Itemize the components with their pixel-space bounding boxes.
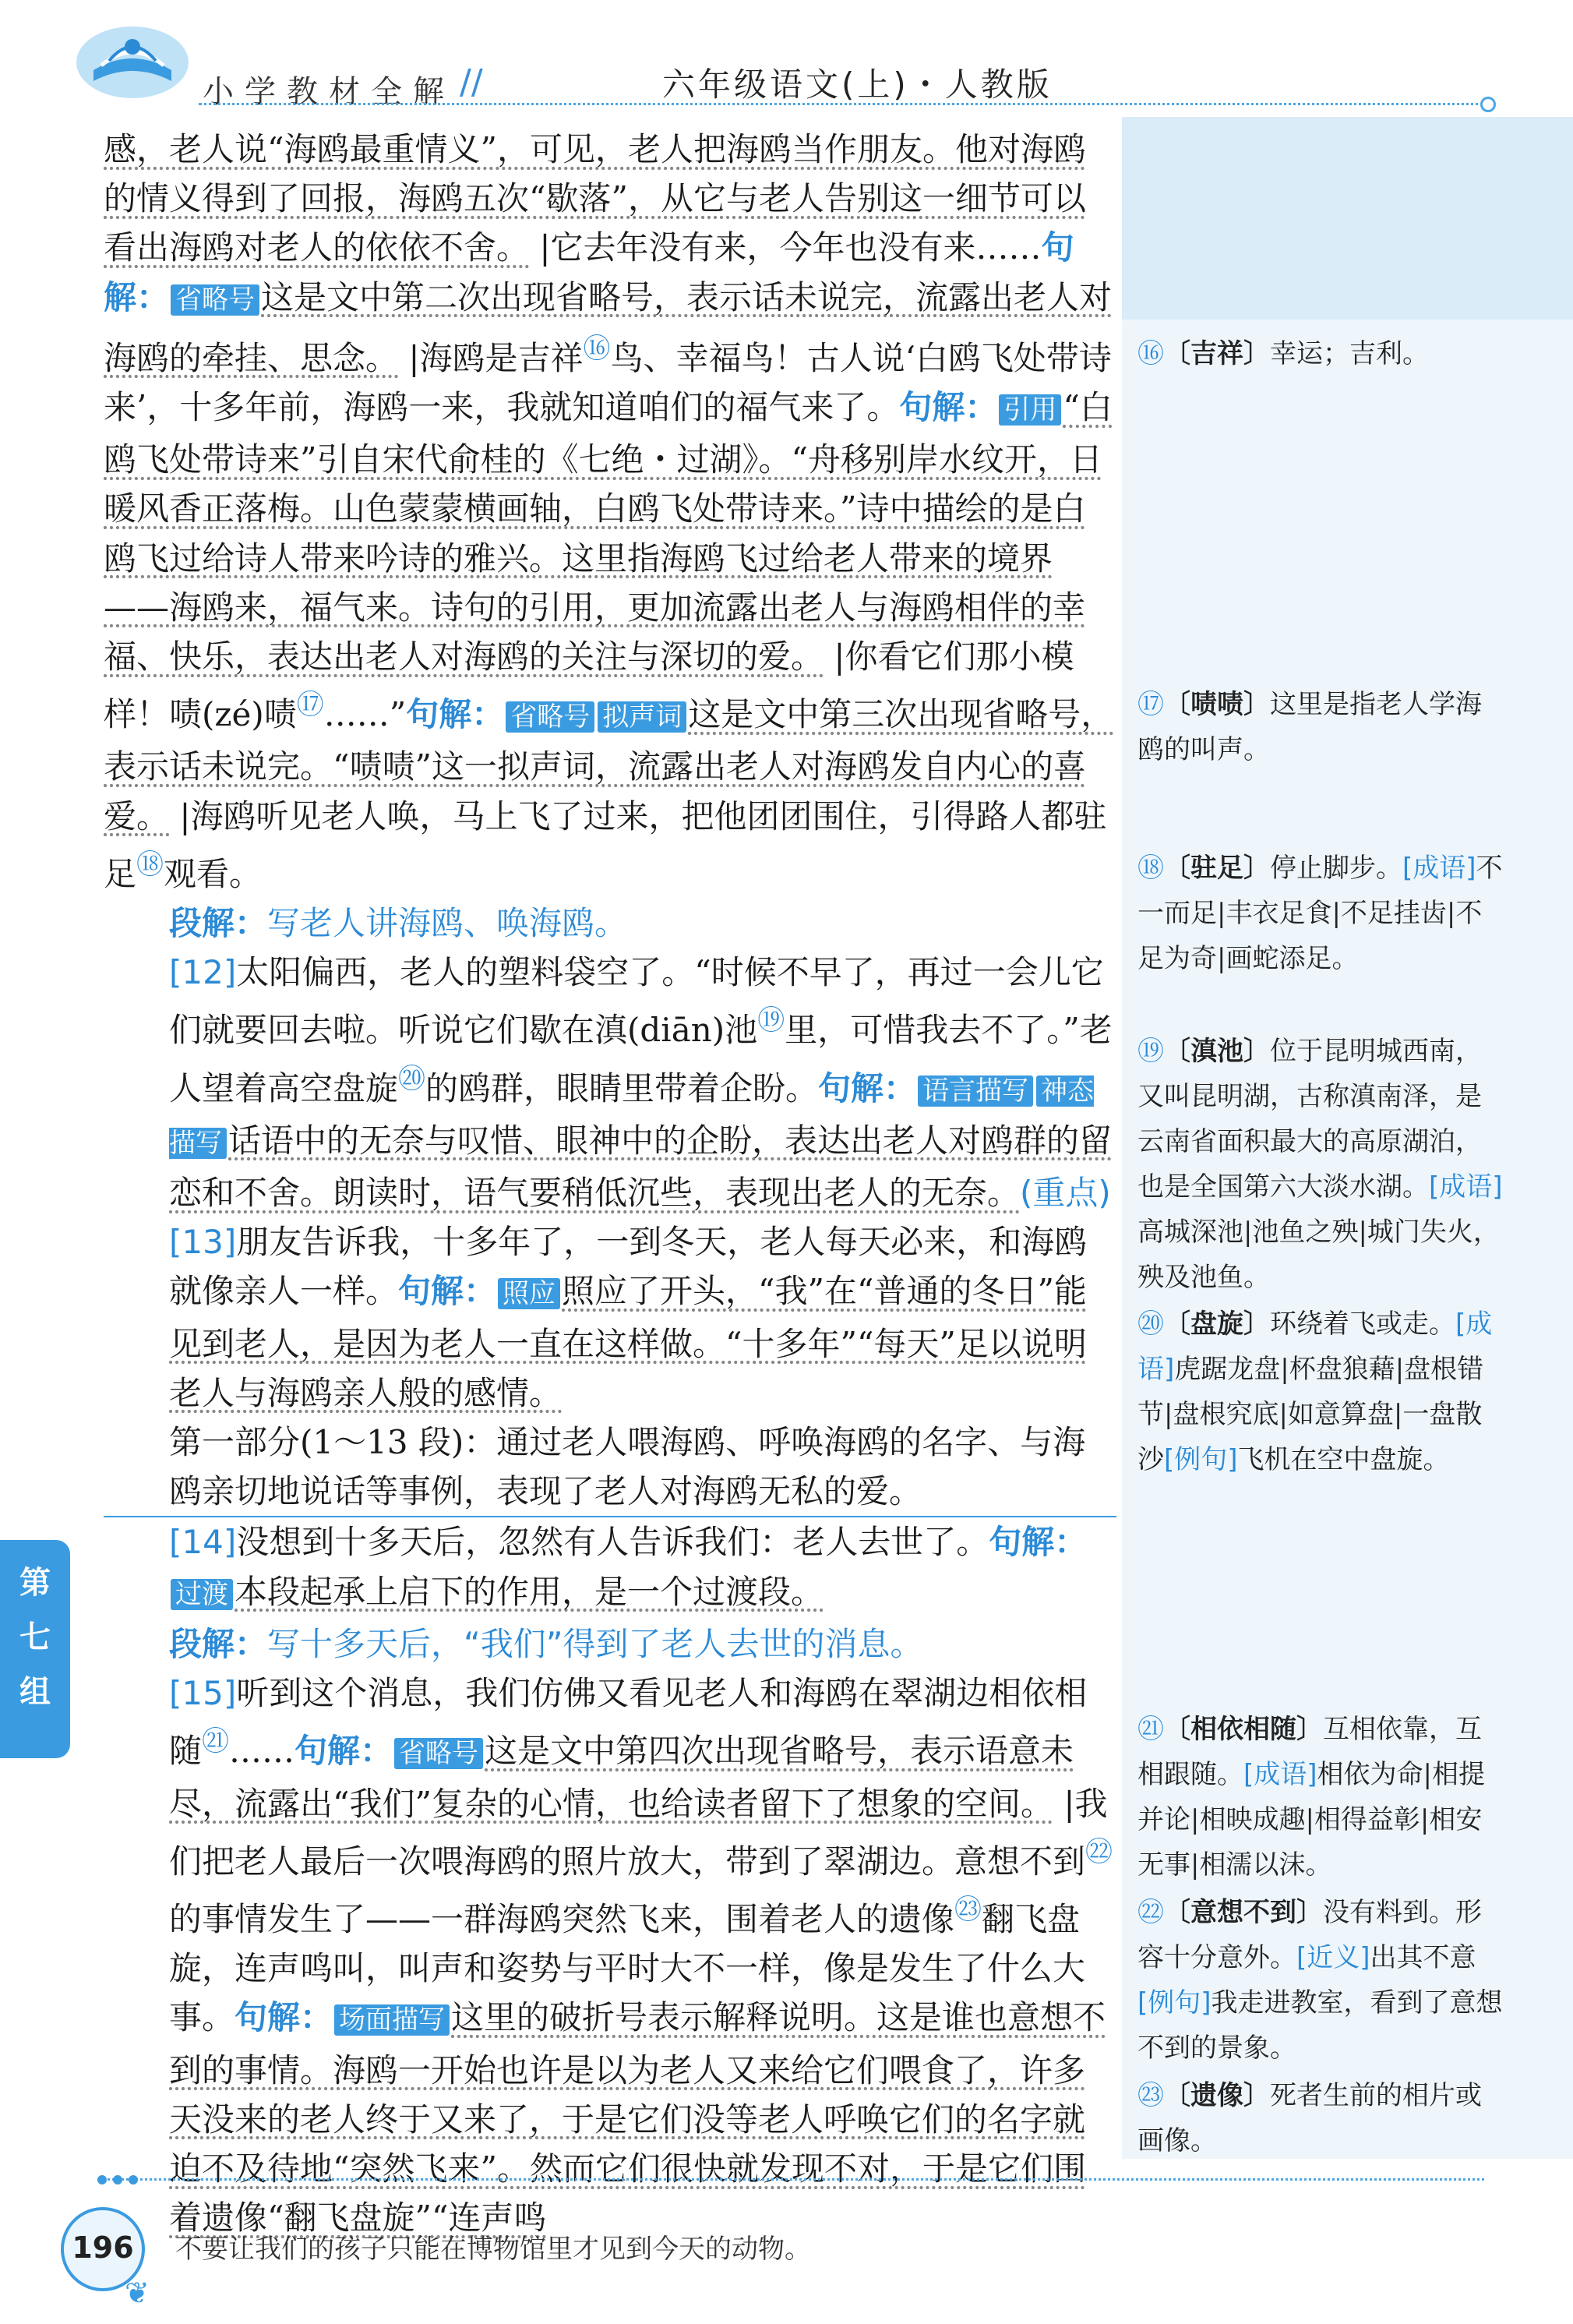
series-title: 小学教材全解 [203,74,455,110]
note-17 [1137,682,1504,772]
series-divider: // [460,62,483,102]
paragraph-summary-11 [104,899,1116,948]
paragraph-number: [13] [169,1223,237,1262]
page-number: 196 [61,2207,145,2291]
story-text: ……” [323,695,407,734]
paragraph-number: [15] [169,1674,237,1713]
story-text: 听到这个消息，我们仿佛又看见老人和海鸥在翠湖边相依相随 [169,1674,1088,1771]
footer-rule [97,2178,1484,2181]
footnote-ref: ⑱ [136,849,164,881]
footnote-ref: ㉑ [202,1726,230,1758]
paragraph-analysis-text: 写十多天后，“我们”得到了老人去世的消息。 [267,1624,923,1663]
note-20 [1137,1302,1504,1482]
footnote-ref: ㉓ [954,1894,982,1926]
chapter-tab-char: 第 [19,1565,51,1601]
badge-ellipsis: 省略号 [506,701,594,733]
note-tag: [近义] [1296,1942,1370,1973]
note-extra: 出其不意 [1370,1942,1476,1973]
badge-ellipsis: 省略号 [394,1738,483,1769]
paragraph-15 [104,1669,1116,2242]
chapter-tab [0,1540,70,1758]
note-term: 〔意想不到〕 [1164,1897,1323,1928]
note-number: ㉓ [1137,2080,1164,2111]
paragraph-13 [104,1217,1116,1418]
main-text [104,125,1116,2242]
story-text: 的鸥群，眼睛里带着企盼。 [425,1068,819,1107]
sentence-analysis-label: 句解： [989,1523,1088,1562]
note-extra: 相依为命|相提并论|相映成趣|相得益彰|相安无事|相濡以沫。 [1137,1759,1485,1881]
sentence-analysis-label: 句解： [104,228,1074,316]
story-text: 的事情发生了——一群海鸥突然飞来，围着老人的遗像 [169,1899,955,1938]
paragraph-12 [104,948,1116,1217]
note-extra: 飞机在空中盘旋。 [1237,1444,1450,1475]
sentence-analysis-label: 句解： [235,1998,333,2037]
chapter-tab-char: 七 [19,1619,51,1655]
story-text: …… [229,1732,295,1771]
story-text: 观看。 [164,854,263,893]
book-title: 六年级语文(上)・人教版 [662,65,1053,104]
note-22 [1137,1890,1504,2071]
note-number: ㉒ [1137,1897,1164,1928]
note-number: ㉑ [1137,1714,1164,1745]
badge-echo: 照应 [498,1278,560,1309]
sentence-analysis-label: 句解： [406,695,505,734]
note-21 [1137,1707,1504,1888]
footer-quote: 不要让我们的孩子只能在博物馆里才见到今天的动物。 [175,2234,811,2265]
note-extra: 虎踞龙盘|杯盘狼藉|盘根错节|盘根究底|如意算盘|一盘散沙 [1137,1354,1484,1475]
story-text: 太阳偏西，老人的塑料袋空了。“时候不早了，再过一会儿它们就要回去啦。听说它们歇在滇(diān)池 [169,953,1104,1050]
story-text: 翻飞盘旋，连声鸣叫，叫声和姿势与平时大不一样，像是发生了什么大事。 [169,1899,1086,2037]
annotation-text: 这是文中第四次出现省略号，表示语意未尽，流露出“我们”复杂的心情，也给读者留下了想象的空间。 [169,1732,1074,1823]
note-term: 〔滇池〕 [1164,1036,1270,1067]
note-number: ⑳ [1137,1309,1164,1340]
note-term: 〔盘旋〕 [1164,1309,1270,1340]
note-term: 〔吉祥〕 [1164,338,1270,369]
separator: | [179,796,191,835]
sentence-analysis-label: 句解： [294,1732,393,1771]
sentence-analysis-label: 句解： [818,1068,917,1107]
paragraph-number: [14] [169,1523,237,1562]
annotation-text: 照应了开头，“我”在“普通的冬日”能见到老人，是因为老人一直在这样做。“十多年”“每天”足以说明老人与海鸥亲人般的感情。 [169,1272,1087,1412]
note-number: ⑰ [1137,689,1164,720]
paragraph-analysis-label: 段解： [169,1624,268,1663]
note-tag: [成语] [1243,1759,1317,1790]
note-23 [1137,2073,1504,2163]
chapter-tab-char: 组 [19,1674,51,1710]
note-definition: 停止脚步。 [1270,853,1402,884]
key-point-mark: (重点) [1020,1174,1111,1213]
annotation-text: 本段起承上启下的作用，是一个过渡段。 [235,1572,824,1611]
header-rule-end [1480,97,1496,112]
footer-rule-dots [97,2173,144,2188]
note-definition: 死者生前的相片或画像。 [1137,2080,1482,2156]
note-number: ⑱ [1137,853,1164,884]
annotation-text: 感，老人说“海鸥最重情义”，可见，老人把海鸥当作朋友。他对海鸥的情义得到了回报，海鸥五次“歇落”，从它与老人告别这一细节可以看出海鸥对老人的依依不舍。 [104,130,1086,267]
note-definition: 幸运；吉利。 [1270,338,1429,369]
note-term: 〔相依相随〕 [1164,1714,1323,1745]
story-text: 我们把老人最后一次喂海鸥的照片放大，带到了翠湖边。意想不到 [169,1784,1108,1881]
story-text: 没想到十多天后，忽然有人告诉我们：老人去世了。 [236,1523,989,1562]
note-16 [1137,331,1504,376]
note-number: ⑯ [1137,338,1164,369]
note-definition: 位于昆明城西南，又叫昆明湖，古称滇南泽，是云南省面积最大的高原湖泊，也是全国第六大淡水湖。 [1137,1036,1482,1203]
note-19 [1137,1029,1504,1300]
story-text: 朋友告诉我，十多年了，一到冬天，老人每天必来，和海鸥就像亲人一样。 [169,1223,1088,1311]
header-rule [199,103,1484,105]
annotation-text: 这里的破折号表示解释说明。这是谁也意想不到的事情。海鸥一开始也许是以为老人又来给它们喂食了，许多天没来的老人终于又来了，于是它们没等老人呼唤它们的名字就迫不及待地“突然飞来”。然而它们很快就发现不对，于是它们围着遗像“翻飞盘旋”“连声鸣 [169,1998,1106,2237]
story-text: 你看它们那小模样！啧(zé)啧 [104,638,1074,734]
note-tag: [成语] [1402,853,1476,884]
paragraph-summary-14 [104,1619,1116,1669]
note-extra: 不一而足|丰衣足食|不足挂齿|不足为奇|画蛇添足。 [1137,853,1503,974]
annotation-text: 话语中的无奈与叹惜、眼神中的企盼，表达出老人对鸥群的留恋和不舍。朗读时，语气要稍低沉些，表现出老人的无奈。 [169,1121,1113,1213]
paragraph-analysis-text: 写老人讲海鸥、唤海鸥。 [267,904,628,943]
annotation-text: “白鸥飞处带诗来”引自宋代俞桂的《七绝・过湖》。“舟移别岸水纹开，日暖风香正落梅。山色蒙蒙横画轴，白鸥飞处带诗来。”诗中描绘的是白鸥飞过给诗人带来吟诗的雅兴。这里指海鸥飞过给老人带来的境界——海鸥来，福气来。诗句的引用，更加流露出老人与海鸥相伴的幸福、快乐，表达出老人对海鸥的关注与深切的爱。 [104,388,1113,676]
badge-transition: 过渡 [171,1579,233,1610]
leaf-icon: ❦ [125,2276,150,2310]
sentence-analysis-label: 句解： [398,1272,497,1311]
separator: | [408,338,420,377]
badge-language-description: 语言描写 [918,1075,1033,1107]
note-definition: 互相依靠，互相跟随。 [1137,1714,1482,1790]
note-tag: [成语] [1429,1171,1503,1203]
separator: | [834,638,845,676]
note-term: 〔驻足〕 [1164,853,1270,884]
note-18 [1137,846,1504,981]
book-logo-icon [70,16,195,101]
note-term: 〔啧啧〕 [1164,689,1270,720]
footnote-ref: ⑲ [757,1005,785,1037]
story-text: 鸟、幸福鸟！古人说‘白鸥飞处带诗来’，十多年前，海鸥一来，我就知道咱们的福气来了。 [104,338,1112,427]
page-header [0,0,1573,117]
note-tag: [例句] [1137,1987,1211,2018]
footnote-ref: ㉒ [1085,1836,1113,1868]
paragraph-14 [104,1517,1116,1619]
paragraph-number: [12] [169,953,237,992]
badge-quote: 引用 [999,394,1061,426]
part-one-summary: 第一部分(1～13 段)：通过老人喂海鸥、呼唤海鸥的名字、与海鸥亲切地说话等事例，表现了老人对海鸥无私的爱。 [104,1418,1116,1517]
separator: | [539,228,551,267]
footnote-ref: ⑰ [296,690,324,722]
note-extra: 我走进教室，看到了意想不到的景象。 [1137,1987,1503,2064]
badge-onomatopoeia: 拟声词 [598,701,686,733]
story-text: 里，可惜我去不了。”老人望着高空盘旋 [169,1011,1113,1107]
separator: | [1063,1784,1075,1823]
badge-expression-description: 神态描写 [169,1075,1095,1159]
note-definition: 这里是指老人学海鸥的叫声。 [1137,689,1482,765]
note-extra: 高城深池|池鱼之殃|城门失火，殃及池鱼。 [1137,1217,1500,1293]
story-text: 海鸥是吉祥 [419,338,584,377]
story-text: 它去年没有来，今年也没有来…… [550,228,1042,267]
note-tag: [成语] [1137,1309,1493,1385]
note-definition: 没有料到。形容十分意外。 [1137,1897,1482,1973]
notes-column-top-band [1122,117,1573,320]
note-definition: 环绕着飞或走。 [1270,1309,1455,1340]
footnote-ref: ⑯ [583,333,611,365]
note-tag: [例句] [1164,1444,1238,1475]
story-text: 海鸥听见老人唤，马上飞了过来，把他团团围住，引得路人都驻足 [104,796,1107,893]
paragraph-11-continued [104,125,1116,899]
note-number: ⑲ [1137,1036,1164,1067]
footnote-ref: ⑳ [398,1063,426,1095]
badge-scene-description: 场面描写 [334,2004,450,2036]
note-term: 〔遗像〕 [1164,2080,1270,2111]
badge-ellipsis: 省略号 [171,284,259,316]
sentence-analysis-label: 句解： [899,388,998,427]
annotation-text: 这是文中第三次出现省略号，表示话未说完。“啧啧”这一拟声词，流露出老人对海鸥发自内心的喜爱。 [104,695,1114,835]
annotation-text: 这是文中第二次出现省略号，表示话未说完，流露出老人对海鸥的牵挂、思念。 [104,277,1113,377]
paragraph-analysis-label: 段解： [169,904,268,943]
